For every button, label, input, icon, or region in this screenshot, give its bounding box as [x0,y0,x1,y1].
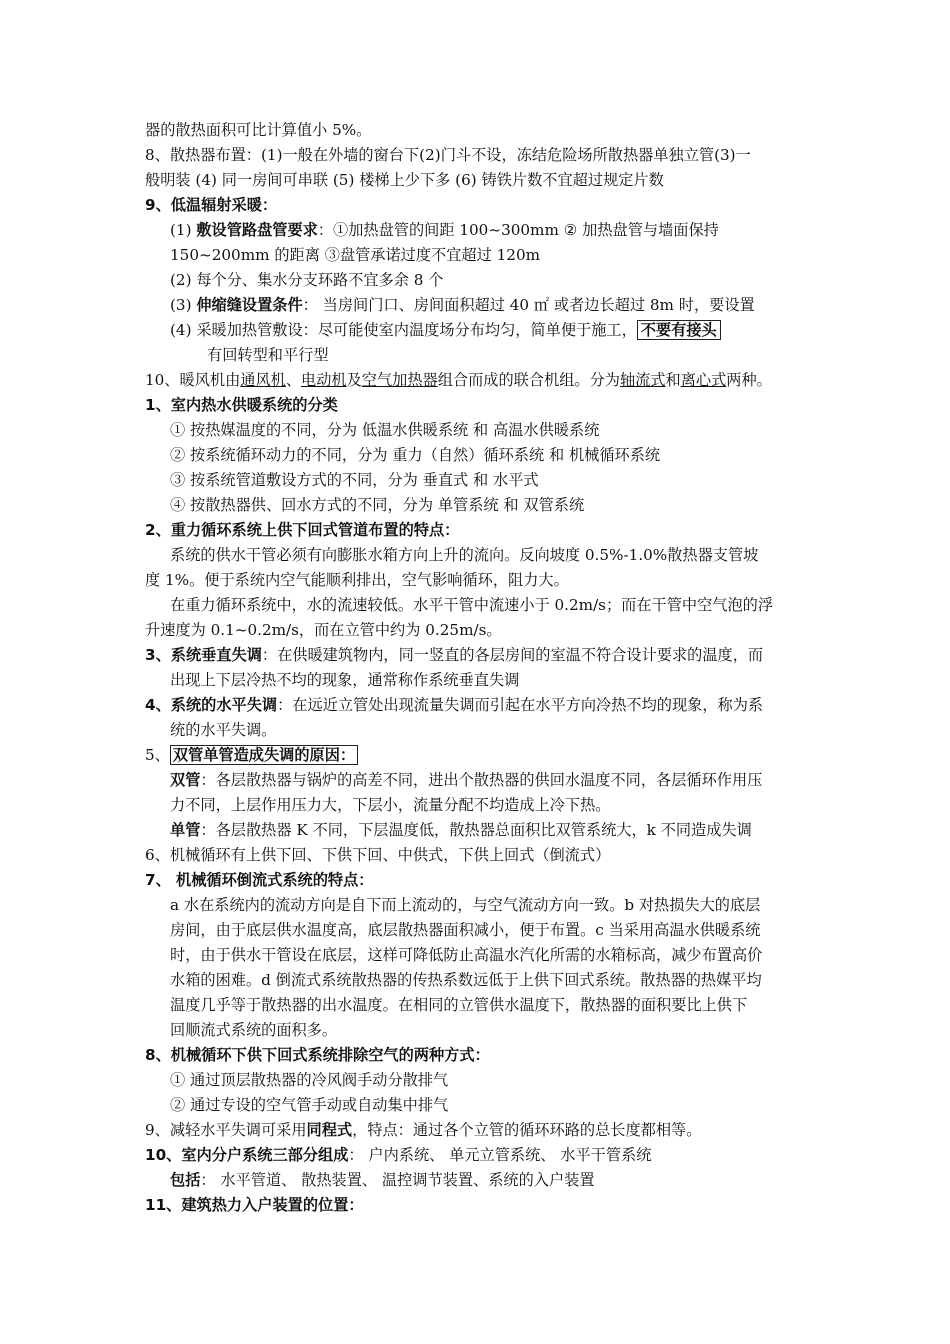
section-4: 4、系统的水平失调：在远近立管处出现流量失调而引起在水平方向冷热不均的现象，称为系 [145,696,764,714]
section-8-heat-radiator-layout: 8、散热器布置：(1)一般在外墙的窗台下(2)门斗不设，冻结危险场所散热器单独立管(3)一 [145,146,751,164]
text-line: 150~200mm 的距离 ③盘管承诺过度不宜超过 120m [170,246,541,264]
section-9b: 9、减轻水平失调可采用同程式，特点：通过各个立管的循环环路的总长度都相等。 [145,1121,702,1139]
item-9-4: (4) 采暖加热管敷设：尽可能使室内温度场分布均匀，简单便于施工， 不要有接头 [145,318,810,343]
list-item: ① 按热媒温度的不同，分为 低温水供暖系统 和 高温水供暖系统 [170,421,600,439]
item-9-3-title: 伸缩缝设置条件 [196,296,303,314]
double-pipe-line: 双管：各层散热器与锅炉的高差不同，进出个散热器的供回水温度不同，各层循环作用压 [170,771,763,789]
section-5-boxed-title: 双管单管造成失调的原因： [170,745,358,765]
section-11-heading: 11、建筑热力入户装置的位置： [145,1196,364,1214]
section-8-heading: 8、机械循环下供下回式系统排除空气的两种方式： [145,1046,490,1064]
section-10b: 10、室内分户系统三部分组成： 户内系统、 单元立管系统、 水平干管系统 [145,1146,652,1164]
text-line: 温度几乎等于散热器的出水温度。在相同的立管供水温度下，散热器的面积要比上供下 [170,996,748,1014]
text-line: 般明装 (4) 同一房间可串联 (5) 楼梯上少下多 (6) 铸铁片数不宜超过规定片数 [145,171,664,189]
section-4-title: 4、系统的水平失调 [145,696,278,714]
section-9-heading: 9、低温辐射采暖： [145,196,278,214]
item-9-1-title: 敷设管路盘管要求 [196,221,318,239]
section-6: 6、机械循环有上供下回、下供下回、中供式，下供上回式（倒流式） [145,846,611,864]
text-line: 出现上下层冷热不均的现象，通常称作系统垂直失调 [170,671,520,689]
text-line: 器的散热面积可比计算值小 5%。 [145,121,372,139]
text-line: 力不同，上层作用压力大，下层小，流量分配不均造成上冷下热。 [170,796,611,814]
text-line: 统的水平失调。 [170,721,277,739]
section-2-heading: 2、重力循环系统上供下回式管道布置的特点： [145,521,460,539]
section-3: 3、系统垂直失调：在供暖建筑物内，同一竖直的各层房间的室温不符合设计要求的温度，而 [145,646,764,664]
list-item: ② 通过专设的空气管手动或自动集中排气 [170,1096,449,1114]
list-item: ① 通过顶层散热器的冷风阀手动分散排气 [170,1071,449,1089]
list-item: ④ 按散热器供、回水方式的不同，分为 单管系统 和 双管系统 [170,496,585,514]
text-line: 时，由于供水干管设在底层，这样可降低防止高温水汽化所需的水箱标高，减少布置高价 [170,946,763,964]
list-item: ③ 按系统管道敷设方式的不同，分为 垂直式 和 水平式 [170,471,539,489]
item-9-3: (3) 伸缩缝设置条件： 当房间门口、房间面积超过 40 ㎡ 或者边长超过 8m 时，要设置 [170,296,755,314]
list-item: ② 按系统循环动力的不同，分为 重力（自然）循环系统 和 机械循环系统 [170,446,661,464]
section-3-title: 3、系统垂直失调 [145,646,262,664]
item-9-2: (2) 每个分、集水分支环路不宜多余 8 个 [170,271,444,289]
item-9-1: (1) 敷设管路盘管要求：①加热盘管的间距 100~300mm ② 加热盘管与墙面保持 [170,221,719,239]
text-line: a 水在系统内的流动方向是自下而上流动的，与空气流动方向一致。b 对热损失大的底层 [170,896,761,914]
section-10-heater: 10、暖风机由通风机、电动机及空气加热器组合而成的联合机组。分为轴流式和离心式两种。 [145,371,772,389]
text-line: 升速度为 0.1~0.2m/s，而在立管中约为 0.25m/s。 [145,621,502,639]
text-line: 系统的供水干管必须有向膨胀水箱方向上升的流向。反向坡度 0.5%-1.0%散热器支管坡 [170,546,759,564]
boxed-note-no-joints: 不要有接头 [637,320,721,340]
section-5: 5、 双管单管造成失调的原因： [145,743,810,768]
single-pipe-line: 单管：各层散热器 K 不同，下层温度低，散热器总面积比双管系统大，k 不同造成失调 [170,821,752,839]
includes-line: 包括： 水平管道、 散热装置、 温控调节装置、系统的入户装置 [170,1171,595,1189]
text-line: 有回转型和平行型 [207,346,329,364]
section-1-heading: 1、室内热水供暖系统的分类 [145,396,338,414]
section-7-heading: 7、 机械循环倒流式系统的特点： [145,871,374,889]
text-line: 度 1%。便于系统内空气能顺利排出，空气影响循环，阻力大。 [145,571,569,589]
text-line: 在重力循环系统中，水的流速较低。水平干管中流速小于 0.2m/s；而在干管中空气泡的浮 [170,596,774,614]
document-page [145,118,810,1218]
text-line: 回顺流式系统的面积多。 [170,1021,338,1039]
text-line: 水箱的困难。d 倒流式系统散热器的传热系数远低于上供下回式系统。散热器的热媒平均 [170,971,762,989]
text-line: 房间，由于底层供水温度高，底层散热器面积减小，便于布置。c 当采用高温水供暖系统 [170,921,761,939]
